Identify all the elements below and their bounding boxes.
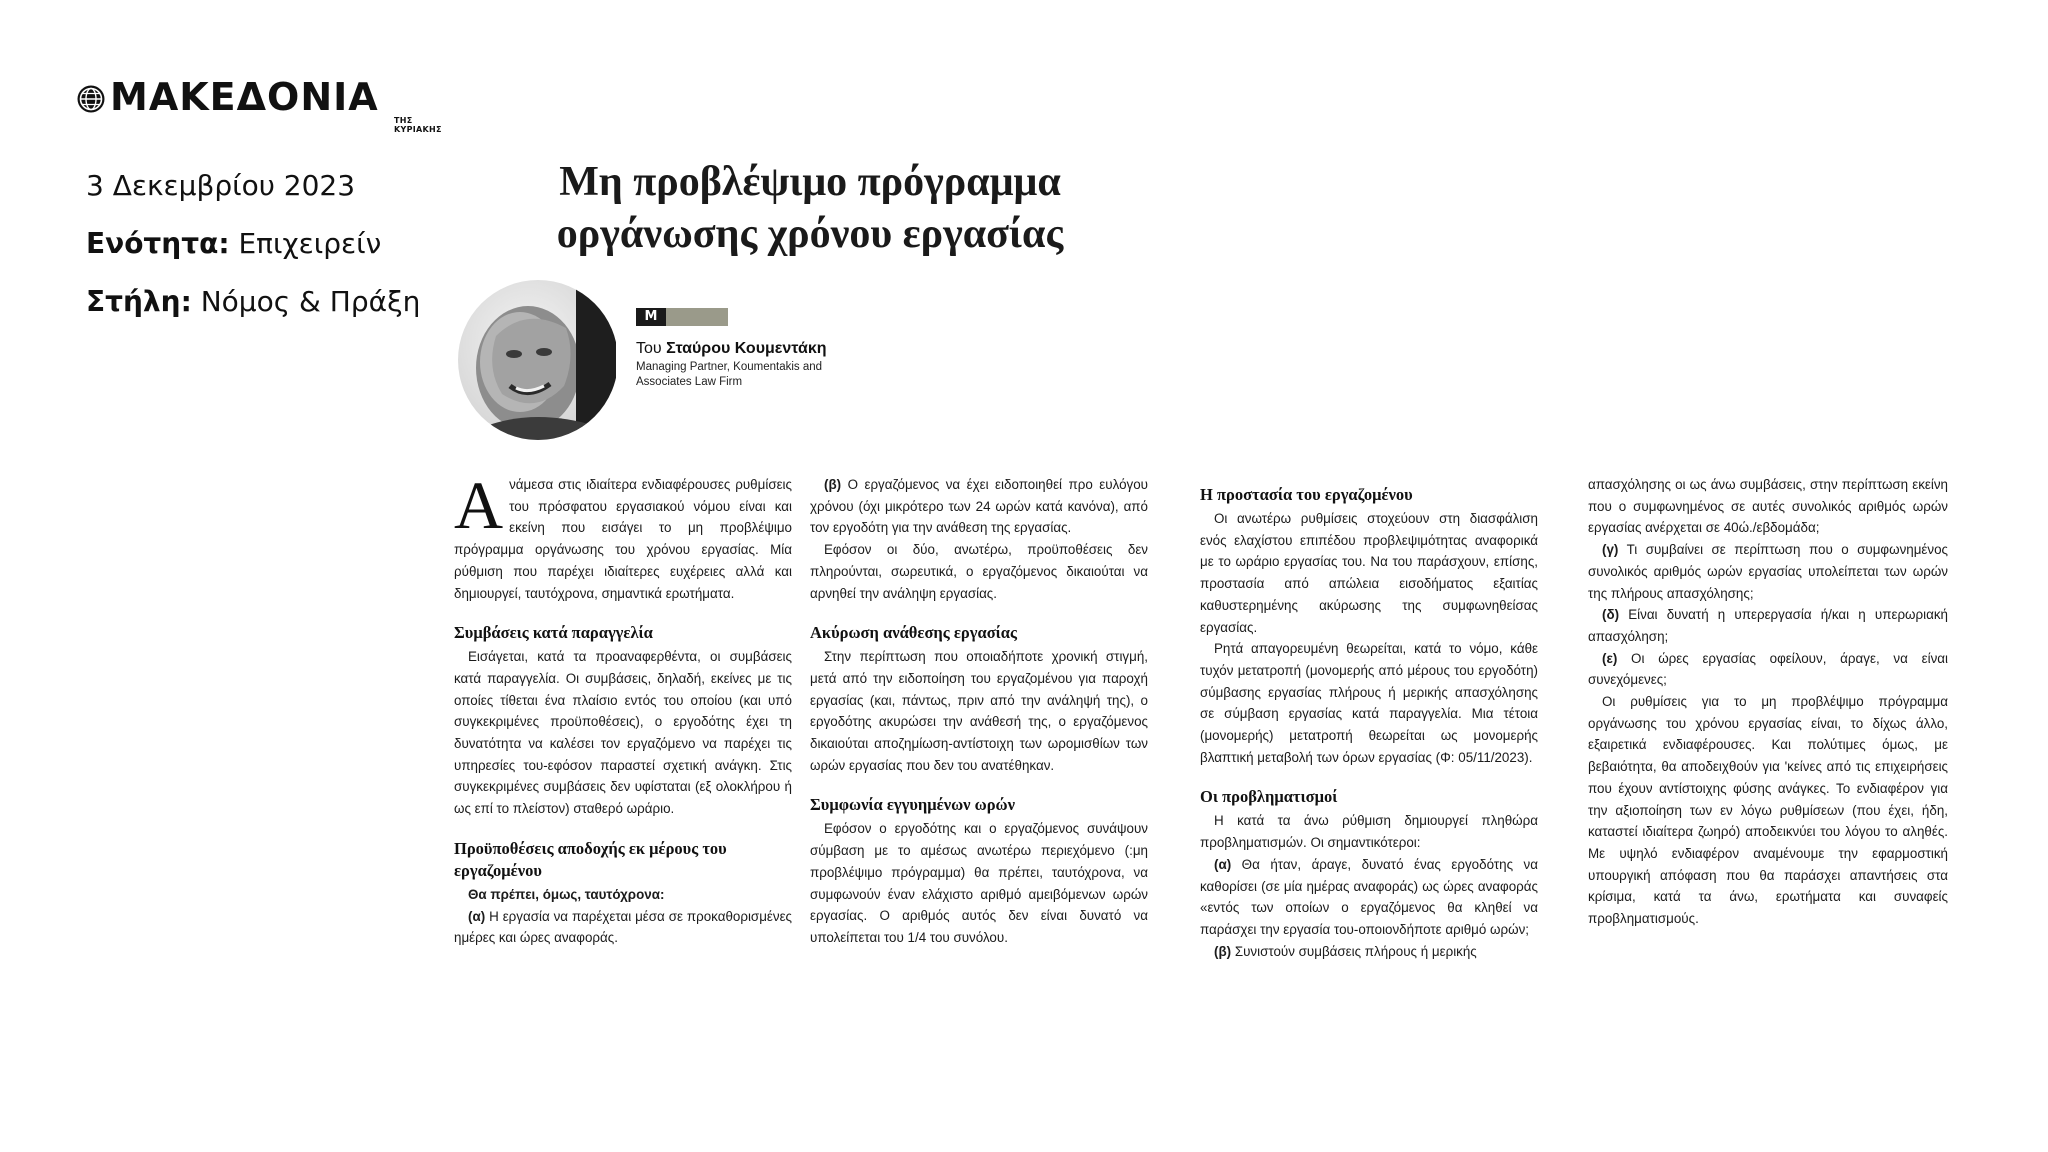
title-line-2: οργάνωσης χρόνου εργασίας — [556, 211, 1064, 257]
globe-icon — [76, 84, 106, 114]
publication-date: 3 Δεκεμβρίου 2023 — [86, 169, 356, 202]
logo-subtitle: ΤΗΣ ΚΥΡΙΑΚΗΣ — [394, 116, 442, 134]
intro-paragraph — [454, 467, 792, 604]
intro-text: νάμεσα στις ιδιαίτερα ενδιαφέρουσες ρυθμίσεις του πρόσφατου εργασιακού νόμου είναι και εκείνη που εισάγει το μη προβλέψιμο πρόγραμμα οργάνωσης του χρόνου εργασίας. Μία ρύθμιση που παρέχει ιδιαίτερες ευχέρειες αλλά και δημιουργεί, ταυτόχρονα, σημαντικά ερωτήματα. — [454, 477, 792, 601]
author-photo — [456, 276, 616, 444]
paragraph-refuse: Εφόσον οι δύο, ανωτέρω, προϋποθέσεις δεν πληρούνται, σωρευτικά, ο εργαζόμενος δικαιούται να αρνηθεί την ανάληψη εργασίας. — [810, 542, 1148, 601]
condition-b-text: Ο εργαζόμενος να έχει ειδοποιηθεί προ ευλόγου χρόνου (όχι μικρότερο των 24 ωρών κατά κανόνα), από τον εργοδότη για την ανάθεση της εργασίας. — [810, 477, 1148, 536]
question-d-label: (δ) — [1602, 607, 1620, 623]
author-role-line-2: Associates Law Firm — [636, 376, 743, 388]
paragraph-guaranteed: Εφόσον ο εργοδότης και ο εργαζόμενος συνάψουν σύμβαση με το αμέσως ανωτέρω περιεχόμενο (:μη προβλέψιμο πρόγραμμα) θα πρέπει, ταυτόχρονα, να συμφωνούν έναν ελάχιστο αριθμό αμειβόμενων ωρών εργασίας. Ο αριθμός αυτός δεν είναι δυνατό να υπολείπεται του 1/4 του συνόλου. — [810, 821, 1148, 945]
question-e-text: Οι ώρες εργασίας οφείλουν, άραγε, να είναι συνεχόμενες; — [1588, 650, 1948, 688]
newspaper-logo — [76, 74, 456, 134]
title-line-1: Μη προβλέψιμο πρόγραμμα — [559, 159, 1061, 205]
article-column-4 — [1588, 474, 1948, 930]
column-label: Στήλη: — [86, 285, 192, 318]
question-b — [1200, 941, 1538, 963]
question-c — [1588, 539, 1948, 604]
section-value: Επιχειρείν — [238, 227, 382, 260]
column-badge — [636, 308, 728, 326]
section-label: Ενότητα: — [86, 227, 230, 260]
heading-conditions: Προϋποθέσεις αποδοχής εκ μέρους του εργαζομένου — [454, 838, 727, 880]
paragraph-cancel: Στην περίπτωση που οποιαδήποτε χρονική στιγμή, μετά από την ειδοποίηση του εργαζομένου για παροχή εργασίας (και, πάντως, πριν από την ανάληψή της), ο εργοδότης ακυρώσει την ανάθεσή της, ο εργαζόμενος δικαιούται αποζημίωση-αντίστοιχη των ωρομισθίων των ωρών εργασίας που δεν του ανατέθηκαν. — [810, 649, 1148, 773]
article-column-3 — [1200, 484, 1538, 962]
column-value: Νόμος & Πράξη — [200, 285, 421, 318]
question-d — [1588, 604, 1948, 647]
author-byline — [636, 340, 936, 390]
heading-protection: Η προστασία του εργαζομένου — [1200, 485, 1413, 504]
column-badge-bar — [666, 308, 728, 326]
question-b-text: Συνιστούν συμβάσεις πλήρους ή μερικής — [1234, 943, 1477, 959]
question-e — [1588, 648, 1948, 691]
author-role — [636, 360, 936, 390]
heading-concerns: Οι προβληματισμοί — [1200, 787, 1338, 807]
article-title — [500, 156, 1120, 260]
paragraph-contracts: Εισάγεται, κατά τα προαναφερθέντα, οι συμβάσεις κατά παραγγελία. Οι συμβάσεις, δηλαδή, εκείνες με τις οποίες τίθεται ένα πλαίσιο εντός του οποίου (και υπό συγκεκριμένες προϋποθέσεις), ο εργοδότης έχει τη δυνατότητα να καλέσει τον εργαζόμενο να παρέχει τις υπηρεσίες του-εφόσον παραστεί σχετική ανάγκη. Στις συγκεκριμένες συμβάσεις δεν υφίσταται (εξ ολοκλήρου ή ως επί το πλείστον) σταθερό ωράριο. — [454, 649, 792, 817]
heading-cancel: Ακύρωση ανάθεσης εργασίας — [810, 623, 1017, 643]
author-line — [636, 340, 936, 358]
section-info — [86, 226, 381, 262]
condition-a — [454, 906, 792, 949]
condition-b-label: (β) — [824, 477, 842, 492]
question-b-label: (β) — [1214, 943, 1232, 959]
condition-a-label: (α) — [468, 908, 486, 924]
author-prefix: Του — [636, 340, 662, 357]
article-column-2 — [810, 474, 1148, 949]
paragraph-closing: Οι ρυθμίσεις για το μη προβλέψιμο πρόγραμμα οργάνωσης του χρόνου εργασίας είναι, το δίχως άλλο, εξαιρετικά ενδιαφέρουσες. Και πολύτιμες όμως, με βεβαιότητα, θα αποδειχθούν για 'κείνες από τις επιχειρήσεις που έχουν αντίστοιχης φύσης ανάγκες. Το ενδιαφέρον για την αξιοποίηση των εν λόγω ρυθμίσεων (που έχει, ήδη, καταστεί ιδιαίτερα ζωηρό) αποδεικνύει του λόγου το αληθές. Με υψηλό ενδιαφέρον αναμένουμε την εφαρμοστική υπουργική απόφαση που θα παράσχει απαντήσεις στα κρίσιμα, κατά τα άνω, ερωτήματα και συναφείς προβληματισμούς. — [1588, 694, 1948, 927]
question-c-label: (γ) — [1602, 542, 1619, 558]
drop-cap: Α — [454, 467, 504, 543]
heading-guaranteed: Συμφωνία εγγυημένων ωρών — [810, 795, 1015, 815]
question-a-label: (α) — [1214, 856, 1232, 872]
condition-a-text: Η εργασία να παρέχεται μέσα σε προκαθορισμένες ημέρες και ώρες αναφοράς. — [454, 908, 792, 946]
heading-contracts: Συμβάσεις κατά παραγγελία — [454, 623, 653, 643]
column-info — [86, 284, 420, 320]
question-e-label: (ε) — [1602, 650, 1618, 666]
question-b-continued: απασχόλησης οι ως άνω συμβάσεις, στην περίπτωση εκείνη που ο συμφωνημένος σε αυτές συνολικός αριθμός ωρών εργασίας ανέρχεται σε 40ώ./εβδομάδα; — [1588, 477, 1948, 536]
question-c-text: Τι συμβαίνει σε περίπτωση που ο συμφωνημένος συνολικός αριθμός ωρών εργασίας υπολείπεται των ωρών της πλήρους απασχόλησης; — [1588, 542, 1948, 601]
paragraph-protection-2: Ρητά απαγορευμένη θεωρείται, κατά το νόμο, κάθε τυχόν μετατροπή (μονομερής από μέρους του εργοδότη) σύμβασης εργασίας πλήρους ή μερικής απασχόλησης σε σύμβαση εργασίας κατά παραγγελία. Μια τέτοια (μονομερής) μετατροπή θεωρείται ως μονομερής βλαπτική μεταβολή των όρων εργασίας (Φ: 05/11/2023). — [1200, 641, 1538, 765]
author-role-line-1: Managing Partner, Koumentakis and — [636, 361, 823, 373]
column-badge-letter: M — [636, 308, 666, 326]
paragraph-protection: Οι ανωτέρω ρυθμίσεις στοχεύουν στη διασφάλιση ενός ελαχίστου επιπέδου προβλεψιμότητας αναφορικά με το ωράριο εργασίας του. Να του παράσχουν, επίσης, προστασία από απώλεια εισοδήματος εξαιτίας καθυστερημένης ακύρωσης της συμφωνηθείσας εργασίας. — [1200, 511, 1538, 635]
paragraph-concerns: Η κατά τα άνω ρύθμιση δημιουργεί πληθώρα προβληματισμών. Οι σημαντικότεροι: — [1200, 813, 1538, 851]
question-a — [1200, 854, 1538, 941]
conditions-lead: Θα πρέπει, όμως, ταυτόχρονα: — [468, 886, 665, 902]
question-d-text: Είναι δυνατή η υπερεργασία ή/και η υπερωριακή απασχόληση; — [1588, 607, 1948, 644]
article-column-1 — [454, 467, 792, 949]
author-name: Σταύρου Κουμεντάκη — [666, 340, 827, 357]
logo-brand: ΜΑΚΕΔΟΝΙΑ — [110, 75, 379, 119]
question-a-text: Θα ήταν, άραγε, δυνατό ένας εργοδότης να καθορίσει (σε μία ημέρας αναφοράς) ως ώρες αναφοράς «εντός των οποίων ο εργαζόμενος θα κληθεί να παράσχει την εργασία του-οποιονδήποτε αριθμό ωρών; — [1200, 856, 1538, 937]
condition-b — [810, 474, 1148, 539]
